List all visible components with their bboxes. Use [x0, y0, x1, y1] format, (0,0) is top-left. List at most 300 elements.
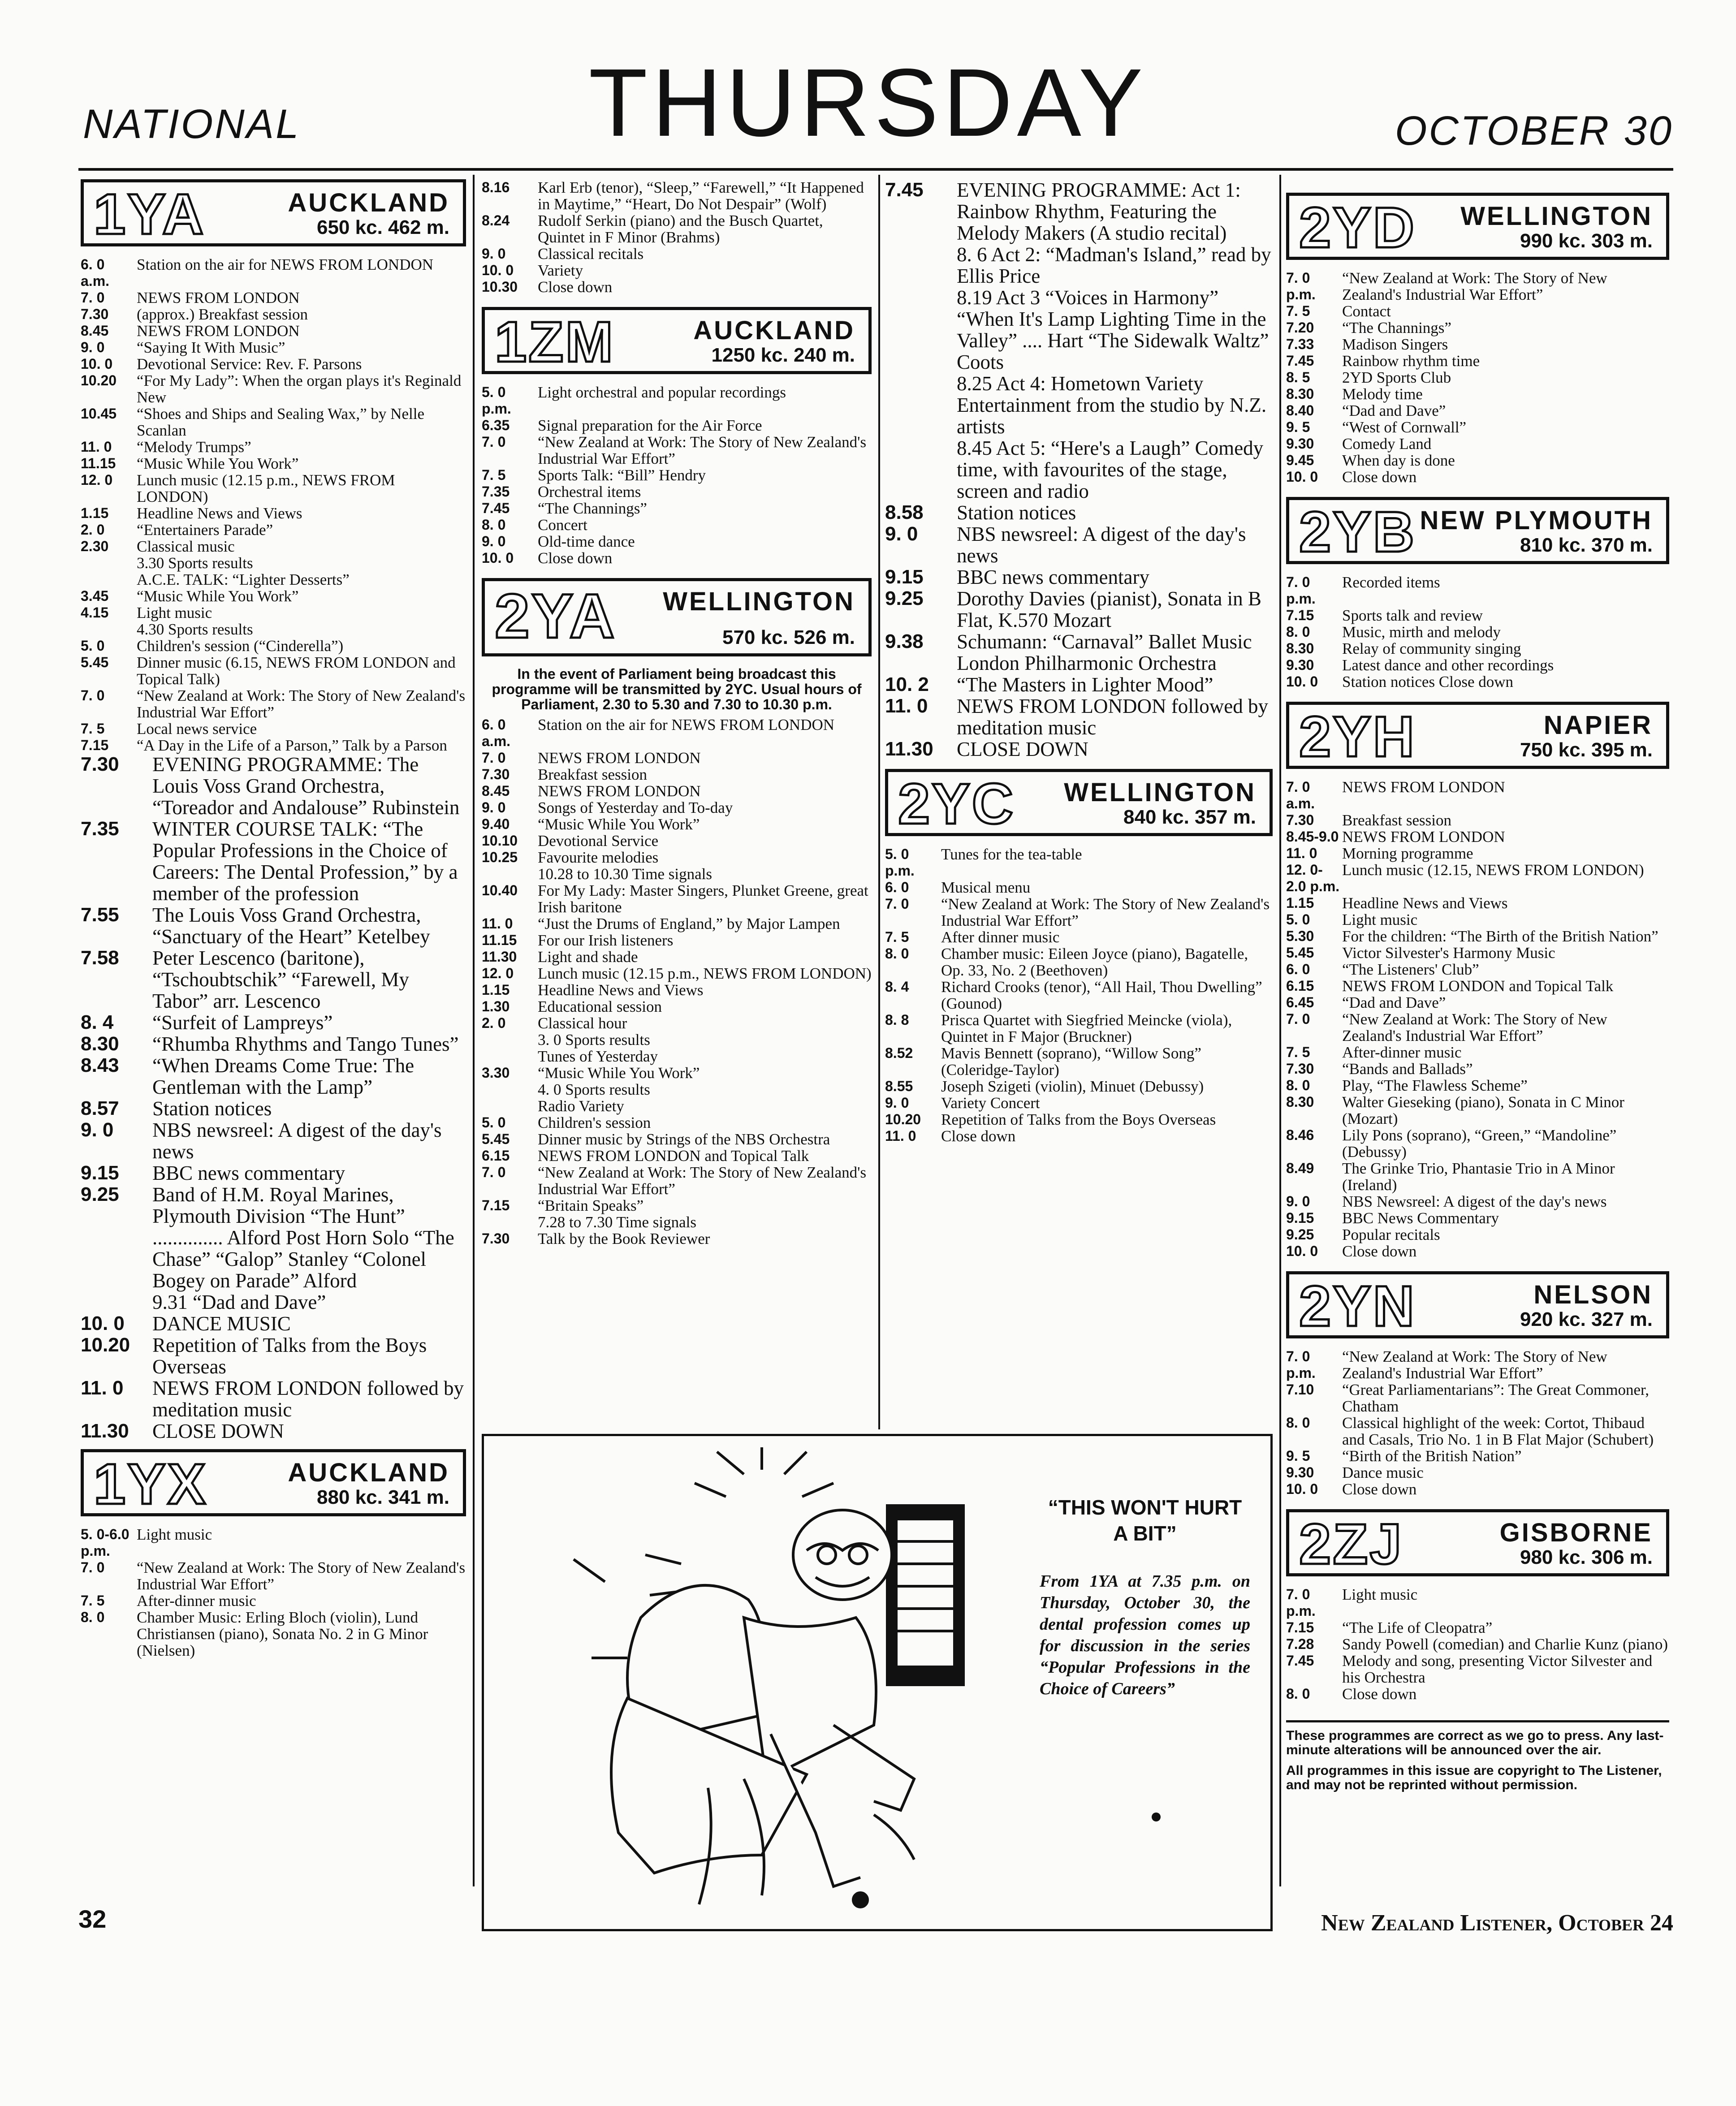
programme-time: 7.45: [885, 179, 924, 201]
programme-item: When day is done: [1342, 452, 1455, 469]
programme-row: [1286, 419, 1669, 436]
programme-time: 9.38: [885, 630, 924, 652]
programme-item: “The Channings”: [1342, 319, 1451, 337]
programme-row: [885, 674, 1273, 695]
programme-time: 8. 0: [1286, 624, 1310, 640]
programme-time: 8.30: [1286, 640, 1314, 656]
programme-row: [482, 932, 872, 949]
programme-row: [885, 244, 1273, 287]
programme-item: Karl Erb (tenor), “Sleep,” “Farewell,” “It Happened in Maytime,” “Heart, Do Not Despair” (Wolf): [538, 179, 864, 213]
programme-row: [482, 262, 872, 279]
programme-time: 9. 0: [482, 533, 506, 549]
programme-item: Devotional Service: [538, 832, 659, 850]
programme-time: 8.30: [1286, 386, 1314, 402]
programme-time: 11. 0: [885, 1128, 916, 1144]
station-call: 1YA: [94, 182, 206, 246]
programme-row: [885, 631, 1273, 674]
programme-item: Classical music: [137, 538, 235, 555]
programme-time: 8. 0: [482, 517, 506, 533]
programme-time: 9.30: [1286, 1464, 1314, 1480]
programme-item: 3. 0 Sports results: [538, 1031, 650, 1049]
programme-item: Mavis Bennett (soprano), “Willow Song” (Coleridge-Taylor): [941, 1044, 1201, 1079]
programme-time: 7. 0 p.m.: [1286, 270, 1316, 302]
station-box-2zj: [1286, 1509, 1669, 1576]
station-frequency: 980 kc. 306 m.: [1520, 1546, 1653, 1568]
programme-time: 6.35: [482, 417, 510, 433]
programme-item: NEWS FROM LONDON: [1342, 828, 1505, 846]
programme-time: 7.35: [81, 818, 119, 840]
programme-row: [1286, 928, 1669, 945]
programme-row: [81, 1609, 466, 1659]
programme-time: 9. 5: [1286, 1448, 1310, 1464]
programme-row: [1286, 607, 1669, 624]
programme-item: NBS newsreel: A digest of the day's news: [957, 523, 1246, 567]
programme-row: [1286, 1011, 1669, 1044]
programme-list-2yh: [1286, 779, 1669, 1260]
programme-item: “Music While You Work”: [137, 587, 299, 605]
station-box-1ya: [81, 179, 466, 246]
programme-row: [81, 372, 466, 406]
programme-time: 8.58: [885, 501, 924, 523]
programme-row: [1286, 1210, 1669, 1226]
programme-item: Orchestral items: [538, 483, 641, 501]
programme-time: 7.30: [81, 753, 119, 775]
programme-time: 9.25: [1286, 1226, 1314, 1243]
programme-item: NEWS FROM LONDON: [1342, 778, 1505, 796]
programme-row: [81, 638, 466, 654]
programme-item: BBC news commentary: [957, 566, 1149, 588]
programme-item: Close down: [1342, 1685, 1417, 1703]
programme-time: 8. 0: [1286, 1077, 1310, 1093]
programme-row: [81, 947, 466, 1012]
programme-item: NEWS FROM LONDON: [137, 289, 300, 306]
programme-item: Light music: [137, 604, 212, 621]
programme-item: “New Zealand at Work: The Story of New Zealand's Industrial War Effort”: [941, 895, 1270, 929]
programme-time: [482, 1031, 538, 1048]
programme-item: NEWS FROM LONDON: [538, 749, 701, 767]
programme-time: 10. 0: [1286, 673, 1318, 690]
programme-time: 7.15: [1286, 1619, 1314, 1636]
programme-row: [81, 472, 466, 505]
programme-time: 6. 0 a.m.: [81, 256, 110, 289]
programme-row: [885, 1012, 1273, 1045]
programme-item: 3.30 Sports results: [137, 554, 253, 572]
programme-row: [482, 1214, 872, 1230]
programme-item: 8. 6 Act 2: “Madman's Island,” read by Ellis Price: [957, 243, 1271, 287]
station-city: AUCKLAND: [288, 1458, 449, 1487]
programme-item: Melody time: [1342, 385, 1423, 403]
programme-time: 8. 4: [885, 979, 909, 995]
station-frequency: 840 kc. 357 m.: [1123, 806, 1256, 828]
programme-item: WINTER COURSE TALK: “The Popular Professions in the Choice of Careers: The Dental Profession,” by a member of the profession: [152, 818, 458, 905]
programme-time: 8.16: [482, 179, 510, 195]
programme-time: 7. 0 p.m.: [1286, 1348, 1316, 1381]
programme-time: 5.45: [1286, 945, 1314, 961]
programme-time: 9.30: [1286, 657, 1314, 673]
programme-time: 9.25: [885, 587, 924, 609]
disclaimer-correctness: These programmes are correct as we go to press. Any last-minute alterations will be announced over the air.: [1286, 1728, 1664, 1757]
column-2: [482, 179, 872, 1429]
programme-time: 11.30: [81, 1420, 129, 1442]
disclaimer-rule: [1286, 1720, 1669, 1722]
programme-time: 7.15: [1286, 607, 1314, 623]
programme-row: [885, 373, 1273, 437]
programme-time: 11.15: [81, 455, 116, 471]
programme-row: [81, 1012, 466, 1033]
programme-time: [482, 1098, 538, 1114]
programme-row: [885, 523, 1273, 566]
programme-item: Sports talk and review: [1342, 607, 1483, 624]
programme-item: BBC news commentary: [152, 1162, 345, 1184]
programme-item: Breakfast session: [1342, 811, 1451, 829]
programme-time: 5. 0: [1286, 911, 1310, 928]
programme-item: Comedy Land: [1342, 435, 1432, 453]
programme-row: [482, 533, 872, 550]
programme-row: [1286, 1061, 1669, 1077]
programme-item: 7.28 to 7.30 Time signals: [538, 1213, 696, 1231]
programme-row: [482, 965, 872, 982]
programme-time: 7. 0: [482, 434, 506, 450]
programme-time: 7. 0 p.m.: [1286, 1586, 1316, 1619]
station-call: 2YH: [1299, 705, 1416, 769]
programme-row: [81, 555, 466, 571]
programme-item: Variety Concert: [941, 1094, 1040, 1112]
programme-item: Local news service: [137, 720, 257, 738]
programme-time: 7. 5: [81, 1592, 105, 1609]
programme-row: [885, 945, 1273, 979]
station-frequency: 810 kc. 370 m.: [1520, 534, 1653, 556]
programme-time: 10.25: [482, 849, 518, 865]
programme-item: Dance music: [1342, 1464, 1424, 1481]
programme-list-2yn: [1286, 1348, 1669, 1498]
programme-item: NEWS FROM LONDON: [137, 322, 300, 340]
programme-row: [81, 904, 466, 947]
programme-item: “Surfeit of Lampreys”: [152, 1011, 333, 1034]
programme-list-2yc: [885, 846, 1273, 1144]
programme-item: “Dad and Dave”: [1342, 994, 1446, 1011]
programme-item: A.C.E. TALK: “Lighter Desserts”: [137, 571, 350, 588]
parliament-note: In the event of Parliament being broadcast this programme will be transmitted by 2YC. Usual hours of Parliament, 2.30 to 5.30 and 7.30 to 10.30 p.m.: [492, 666, 862, 712]
programme-time: 8. 0: [1286, 1686, 1310, 1702]
programme-time: 9.15: [885, 566, 924, 588]
programme-time: 9.25: [81, 1183, 119, 1205]
station-city: WELLINGTON: [1460, 202, 1653, 231]
programme-row: [81, 1033, 466, 1055]
programme-item: Prisca Quartet with Siegfried Meincke (viola), Quintet in F Major (Bruckner): [941, 1011, 1232, 1045]
programme-item: Schumann: “Carnaval” Ballet Music London Philharmonic Orchestra: [957, 630, 1252, 674]
programme-item: After-dinner music: [137, 1592, 256, 1610]
programme-time: 7.10: [1286, 1381, 1314, 1398]
programme-row: [482, 949, 872, 965]
programme-time: 7. 0: [1286, 1011, 1310, 1027]
programme-row: [81, 1055, 466, 1098]
programme-item: Station on the air for NEWS FROM LONDON: [538, 716, 835, 734]
programme-time: [482, 866, 538, 882]
station-city: AUCKLAND: [693, 316, 855, 345]
programme-time: 10. 0: [482, 262, 514, 278]
programme-row: [81, 356, 466, 372]
programme-item: Close down: [538, 549, 613, 567]
programme-time: 11.30: [885, 738, 933, 760]
programme-time: 8.46: [1286, 1127, 1314, 1143]
programme-row: [1286, 1448, 1669, 1464]
header-date: OCTOBER 30: [1395, 108, 1673, 154]
programme-time: 12. 0: [482, 965, 514, 981]
station-frequency: 990 kc. 303 m.: [1520, 230, 1653, 252]
programme-row: [1286, 640, 1669, 657]
programme-time: 5.45: [81, 654, 109, 670]
programme-row: [81, 1184, 466, 1291]
programme-time: 10.45: [81, 406, 117, 422]
programme-time: [482, 1214, 538, 1230]
programme-time: 5. 0: [482, 1114, 506, 1131]
programme-list-1zm: [482, 384, 872, 566]
programme-row: [1286, 829, 1669, 845]
column-3: [885, 179, 1273, 1429]
programme-time: 6.15: [482, 1148, 510, 1164]
programme-time: 3.30: [482, 1065, 510, 1081]
programme-row: [81, 1420, 466, 1442]
programme-item: Concert: [538, 516, 587, 534]
station-call: 2ZJ: [1299, 1512, 1403, 1576]
programme-row: [81, 754, 466, 818]
programme-item: Relay of community singing: [1342, 640, 1521, 657]
programme-item: Station notices Close down: [1342, 673, 1514, 690]
programme-row: [482, 417, 872, 434]
programme-time: 12. 0: [81, 472, 113, 488]
station-box-2yc: [885, 769, 1273, 836]
programme-time: 7.35: [482, 483, 510, 500]
programme-time: 10. 2: [885, 673, 929, 695]
programme-time: 8.43: [81, 1054, 119, 1076]
header-day: THURSDAY: [588, 48, 1148, 156]
programme-item: “West of Cornwall”: [1342, 419, 1467, 436]
programme-item: 8.45 Act 5: “Here's a Laugh” Comedy time, with favourites of the stage, screen and radio: [957, 437, 1264, 502]
programme-item: Educational session: [538, 998, 662, 1015]
programme-time: 2. 0: [81, 522, 105, 538]
programme-time: 6.15: [1286, 978, 1314, 994]
programme-item: Breakfast session: [538, 766, 647, 783]
column-divider: [878, 175, 880, 1429]
programme-row: [81, 571, 466, 588]
programme-row: [1286, 469, 1669, 485]
programme-row: [1286, 812, 1669, 829]
programme-time: 9.30: [1286, 436, 1314, 452]
programme-time: 7. 0: [885, 896, 909, 912]
programme-row: [1286, 1653, 1669, 1686]
programme-row: [482, 716, 872, 750]
station-city: WELLINGTON: [663, 587, 855, 616]
programme-time: 9. 0: [885, 1095, 909, 1111]
programme-time: 8.24: [482, 212, 510, 229]
programme-item: “Saying It With Music”: [137, 339, 285, 356]
programme-row: [482, 1065, 872, 1081]
programme-time: 1.15: [81, 505, 109, 521]
programme-time: 8. 4: [81, 1011, 114, 1033]
programme-list-1yx-cont: [482, 179, 872, 295]
programme-time: 8.45: [81, 323, 109, 339]
programme-time: 11. 0: [482, 915, 513, 932]
programme-item: After-dinner music: [1342, 1044, 1462, 1061]
station-call: 2YD: [1299, 196, 1416, 260]
programme-item: “The Life of Cleopatra”: [1342, 1619, 1493, 1636]
programme-item: NBS newsreel: A digest of the day's news: [152, 1119, 442, 1163]
programme-row: [1286, 1193, 1669, 1210]
programme-row: [885, 1078, 1273, 1095]
programme-row: [81, 455, 466, 472]
programme-time: 8.40: [1286, 402, 1314, 419]
programme-item: Headline News and Views: [538, 981, 704, 999]
programme-item: Talk by the Book Reviewer: [538, 1230, 710, 1247]
programme-row: [81, 654, 466, 687]
programme-time: 7. 5: [1286, 303, 1310, 319]
programme-time: 11. 0: [81, 439, 112, 455]
programme-time: 7.30: [482, 1230, 510, 1247]
programme-item: Light music: [137, 1526, 212, 1543]
programme-time: 10. 0: [482, 550, 514, 566]
programme-row: [81, 406, 466, 439]
programme-row: [1286, 657, 1669, 673]
programme-time: 8.45: [482, 783, 510, 799]
programme-list-2ya-evening: [885, 179, 1273, 760]
programme-time: 9. 0: [482, 799, 506, 816]
programme-time: 7. 0 a.m.: [1286, 779, 1315, 811]
programme-row: [482, 1197, 872, 1214]
programme-row: [1286, 1077, 1669, 1094]
programme-item: Popular recitals: [1342, 1226, 1440, 1243]
programme-row: [1286, 386, 1669, 402]
programme-time: 12. 0-2.0 p.m.: [1286, 862, 1340, 894]
programme-time: 8.45-9.0: [1286, 829, 1339, 845]
programme-item: EVENING PROGRAMME: Act 1: Rainbow Rhythm, Featuring the Melody Makers (A studio recital): [957, 179, 1241, 244]
programme-row: [81, 439, 466, 455]
programme-row: [81, 289, 466, 306]
programme-row: [1286, 779, 1669, 812]
dental-talk-advert: [482, 1434, 1273, 1931]
programme-row: [885, 566, 1273, 588]
programme-time: 8.30: [1286, 1094, 1314, 1110]
programme-item: Latest dance and other recordings: [1342, 656, 1554, 674]
programme-time: 7.58: [81, 947, 119, 969]
programme-item: Rainbow rhythm time: [1342, 352, 1480, 370]
programme-item: Close down: [1342, 468, 1417, 486]
programme-row: [81, 604, 466, 621]
programme-row: [1286, 1160, 1669, 1193]
programme-row: [482, 833, 872, 849]
programme-time: 9. 0: [885, 523, 918, 545]
programme-row: [885, 929, 1273, 945]
programme-item: “The Listeners' Club”: [1342, 961, 1479, 978]
station-city: NEW PLYMOUTH: [1420, 506, 1653, 535]
programme-row: [81, 256, 466, 289]
programme-time: 1.15: [482, 982, 510, 998]
programme-time: 6.45: [1286, 994, 1314, 1010]
programme-list-2zj: [1286, 1586, 1669, 1702]
programme-item: Band of H.M. Royal Marines, Plymouth Division “The Hunt” .............. Alford Post Horn Solo “The Chase” “Galop” Stanley “Colonel Bogey on Parade” Alford: [152, 1183, 454, 1292]
programme-time: 8. 0: [1286, 1415, 1310, 1431]
programme-row: [1286, 862, 1669, 895]
station-call: 1ZM: [495, 310, 615, 374]
programme-time: 7. 0: [482, 1164, 506, 1180]
programme-item: NEWS FROM LONDON followed by meditation music: [152, 1377, 464, 1421]
programme-time: 8.55: [885, 1078, 913, 1094]
programme-time: 7.30: [482, 766, 510, 782]
station-frequency: 880 kc. 341 m.: [316, 1486, 449, 1508]
programme-row: [81, 588, 466, 604]
programme-item: Headline News and Views: [1342, 894, 1508, 912]
programme-item: Sandy Powell (comedian) and Charlie Kunz (piano): [1342, 1636, 1668, 1653]
programme-row: [1286, 911, 1669, 928]
programme-row: [482, 179, 872, 212]
station-frequency: 1250 kc. 240 m.: [711, 344, 855, 366]
programme-item: 4. 0 Sports results: [538, 1081, 650, 1098]
disclaimer-copyright: All programmes in this issue are copyright to The Listener, and may not be reprinted without permission.: [1286, 1763, 1662, 1792]
programme-row: [482, 799, 872, 816]
programme-row: [885, 179, 1273, 244]
programme-item: 10.28 to 10.30 Time signals: [538, 865, 712, 883]
programme-item: Sports Talk: “Bill” Hendry: [538, 466, 706, 484]
programme-row: [885, 979, 1273, 1012]
programme-item: Old-time dance: [538, 533, 635, 550]
advert-body: From 1YA at 7.35 p.m. on Thursday, October 30, the dental profession comes up for discussion in the series “Popular Professions in the Choice of Careers”: [1040, 1572, 1250, 1698]
programme-row: [81, 306, 466, 323]
programme-time: [885, 287, 957, 373]
programme-row: [1286, 270, 1669, 303]
programme-item: Lunch music (12.15 p.m., NEWS FROM LONDON): [137, 471, 395, 505]
programme-row: [885, 502, 1273, 523]
programme-item: 8.19 Act 3 “Voices in Harmony” “When It's Lamp Lighting Time in the Valley” .... Hart “The Sidewalk Waltz” Coots: [957, 286, 1269, 373]
programme-item: (approx.) Breakfast session: [137, 306, 308, 323]
programme-row: [1286, 945, 1669, 961]
programme-item: Tunes of Yesterday: [538, 1048, 658, 1065]
programme-time: 10. 0: [81, 1312, 125, 1334]
programme-row: [81, 505, 466, 522]
programme-row: [81, 1098, 466, 1119]
advert-heading: “THIS WON'T HURT A BIT”: [1048, 1496, 1242, 1545]
programme-row: [885, 588, 1273, 631]
station-box-2yd: [1286, 193, 1669, 260]
station-box-2yn: [1286, 1271, 1669, 1338]
programme-time: 10.20: [885, 1111, 921, 1127]
programme-time: [885, 437, 957, 502]
programme-item: “Entertainers Parade”: [137, 521, 273, 539]
programme-item: Station notices: [152, 1097, 272, 1120]
programme-item: “A Day in the Life of a Parson,” Talk by a Parson: [137, 737, 447, 754]
station-frequency: 570 kc. 526 m.: [722, 626, 855, 648]
programme-time: 7.45: [1286, 353, 1314, 369]
programme-row: [482, 1048, 872, 1065]
programme-row: [1286, 1686, 1669, 1702]
programme-item: Station on the air for NEWS FROM LONDON: [137, 256, 434, 273]
programme-time: 7.15: [81, 737, 109, 753]
programme-row: [81, 1592, 466, 1609]
column-divider: [473, 175, 475, 1886]
programme-item: Victor Silvester's Harmony Music: [1342, 944, 1555, 962]
programme-row: [482, 1114, 872, 1131]
programme-item: BBC News Commentary: [1342, 1209, 1499, 1227]
programme-time: 7. 0 p.m.: [1286, 574, 1316, 607]
programme-item: “Rhumba Rhythms and Tango Tunes”: [152, 1033, 459, 1055]
programme-row: [1286, 402, 1669, 419]
programme-time: 5.30: [1286, 928, 1314, 944]
programme-item: Repetition of Talks from the Boys Overseas: [941, 1111, 1216, 1128]
programme-item: “New Zealand at Work: The Story of New Zealand's Industrial War Effort”: [538, 1164, 867, 1198]
programme-list-2yd: [1286, 270, 1669, 485]
programme-item: For the children: “The Birth of the British Nation”: [1342, 928, 1658, 945]
programme-item: “Bands and Ballads”: [1342, 1060, 1473, 1078]
programme-time: 7.30: [1286, 812, 1314, 828]
programme-row: [482, 384, 872, 417]
